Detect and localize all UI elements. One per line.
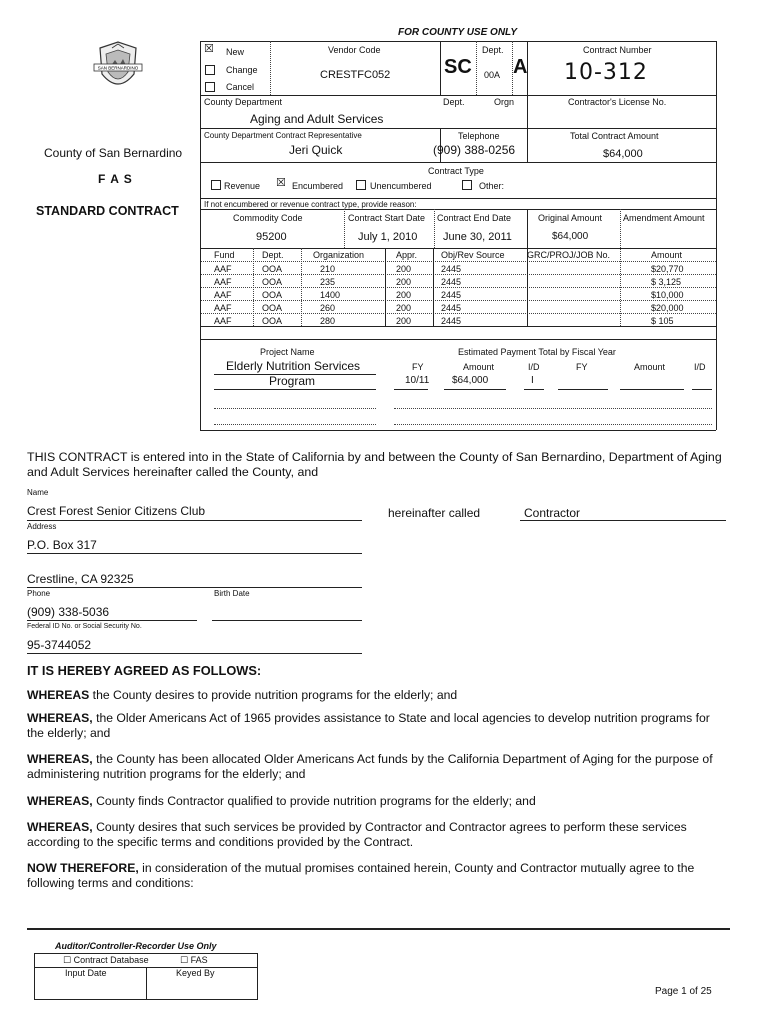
fund-table-cell: 210 bbox=[320, 264, 336, 274]
estimated-label: Estimated Payment Total by Fiscal Year bbox=[458, 347, 616, 357]
federal-id: 95-3744052 bbox=[27, 638, 92, 652]
county-department: Aging and Adult Services bbox=[250, 112, 384, 126]
project-name-line1: Elderly Nutrition Services bbox=[226, 359, 361, 373]
whereas-paragraph-3 bbox=[27, 752, 730, 782]
total-label: Total Contract Amount bbox=[570, 131, 659, 141]
para-lead: WHEREAS, bbox=[27, 752, 93, 766]
footer-rule bbox=[27, 928, 730, 930]
birth-date-label: Birth Date bbox=[214, 589, 250, 598]
contract-type-label: Contract Type bbox=[428, 166, 484, 176]
input-date-label: Input Date bbox=[65, 968, 107, 978]
commodity-code: 95200 bbox=[256, 231, 287, 243]
fund-table-cell: 1400 bbox=[320, 290, 341, 300]
amount-header: Amount bbox=[651, 250, 683, 260]
change-label: Change bbox=[226, 65, 258, 75]
contractor-role: Contractor bbox=[524, 506, 581, 520]
telephone-label: Telephone bbox=[458, 131, 500, 141]
contractor-name: Crest Forest Senior Citizens Club bbox=[27, 504, 206, 518]
fas-checkbox[interactable]: ☐ FAS bbox=[180, 955, 208, 965]
fund-table bbox=[200, 248, 716, 326]
fund-table-cell: OOA bbox=[262, 316, 283, 326]
fund-table-cell: 2445 bbox=[441, 316, 462, 326]
svg-text:SAN BERNARDINO: SAN BERNARDINO bbox=[97, 65, 139, 71]
fund-table-cell: AAF bbox=[214, 290, 232, 300]
dept-code: 00A bbox=[484, 70, 501, 80]
fedid-label: Federal ID No. or Social Security No. bbox=[27, 623, 142, 630]
fund-table-cell: $ 105 bbox=[651, 316, 674, 326]
amount-label-1: Amount bbox=[463, 362, 495, 372]
fund-table-cell: 200 bbox=[396, 264, 412, 274]
fy-value: 10/11 bbox=[405, 375, 430, 386]
para-text: County desires that such services be provided by Contractor and Contractor agrees to perform these services according to the specific terms and conditions provided by the Contract. bbox=[27, 820, 687, 849]
organization-header: Organization bbox=[313, 250, 365, 260]
para-lead: WHEREAS, bbox=[27, 794, 93, 808]
vendor-code: CRESTFC052 bbox=[320, 69, 391, 81]
fund-table-cell: AAF bbox=[214, 316, 232, 326]
fund-table-cell: 2445 bbox=[441, 277, 462, 287]
rep-label: County Department Contract Representative bbox=[204, 131, 362, 140]
form-title: STANDARD CONTRACT bbox=[36, 204, 179, 218]
fund-table-cell: $ 3,125 bbox=[651, 277, 682, 287]
para-text: County finds Contractor qualified to provide nutrition programs for the elderly; and bbox=[92, 794, 536, 808]
intro-paragraph: THIS CONTRACT is entered into in the State of California by and between the County of San Bernardino, Department of Aging and Adult Services hereinafter called the County, and bbox=[27, 450, 722, 479]
reason-label: If not encumbered or revenue contract type, provide reason: bbox=[204, 200, 417, 209]
license-label: Contractor's License No. bbox=[568, 97, 667, 107]
telephone: (909) 388-0256 bbox=[433, 143, 516, 157]
fund-table-cell: 200 bbox=[396, 290, 412, 300]
county-department-label: County Department bbox=[204, 97, 283, 107]
fund-table-cell: 2445 bbox=[441, 303, 462, 313]
rep-name: Jeri Quick bbox=[289, 143, 343, 157]
end-label: Contract End Date bbox=[437, 213, 512, 223]
amount-value: $64,000 bbox=[452, 375, 489, 386]
id-label-2: I/D bbox=[694, 362, 706, 372]
fund-table-cell: $20,770 bbox=[651, 264, 684, 274]
fund-table-cell: OOA bbox=[262, 277, 283, 287]
page-number: Page 1 of 25 bbox=[655, 986, 712, 997]
vendor-code-label: Vendor Code bbox=[328, 45, 381, 55]
project-name-label: Project Name bbox=[260, 347, 315, 357]
whereas-paragraph-4 bbox=[27, 794, 730, 809]
encumbered-checkbox[interactable]: ☒ bbox=[276, 177, 286, 189]
start-date: July 1, 2010 bbox=[358, 231, 418, 243]
id-label-1: I/D bbox=[528, 362, 540, 372]
agreed-heading: IT IS HEREBY AGREED AS FOLLOWS: bbox=[27, 663, 262, 678]
fund-table-cell: OOA bbox=[262, 303, 283, 313]
org-unit: F A S bbox=[98, 172, 133, 186]
unencumbered-label: Unencumbered bbox=[370, 181, 432, 191]
letter-code: A bbox=[513, 56, 528, 78]
fund-table-cell: 200 bbox=[396, 316, 412, 326]
contract-number: 10-312 bbox=[564, 60, 648, 85]
org-name: County of San Bernardino bbox=[44, 146, 183, 160]
amendment-label: Amendment Amount bbox=[623, 213, 705, 223]
address-line1: P.O. Box 317 bbox=[27, 538, 97, 552]
fund-table-cell: OOA bbox=[262, 290, 283, 300]
cancel-checkbox[interactable] bbox=[205, 82, 215, 92]
hereinafter-label: hereinafter called bbox=[388, 506, 481, 520]
fund-table-row bbox=[200, 302, 716, 315]
fund-table-cell: AAF bbox=[214, 303, 232, 313]
fund-table-cell: 200 bbox=[396, 277, 412, 287]
fy-label-1: FY bbox=[412, 362, 424, 372]
fund-table-cell: AAF bbox=[214, 277, 232, 287]
now-therefore-paragraph bbox=[27, 861, 730, 891]
fund-table-cell: 200 bbox=[396, 303, 412, 313]
keyed-by-label: Keyed By bbox=[176, 968, 215, 978]
original-label: Original Amount bbox=[538, 213, 603, 223]
contract-database-checkbox[interactable]: ☐ Contract Database bbox=[63, 955, 149, 965]
original-amount: $64,000 bbox=[552, 231, 589, 242]
auditor-box bbox=[34, 953, 258, 1000]
address-label: Address bbox=[27, 522, 57, 531]
fund-table-row bbox=[200, 263, 716, 276]
county-seal-icon bbox=[88, 40, 148, 98]
revenue-checkbox[interactable] bbox=[211, 180, 221, 190]
para-lead: WHEREAS, bbox=[27, 820, 93, 834]
dept-header: Dept. bbox=[262, 250, 284, 260]
end-date: June 30, 2011 bbox=[443, 231, 512, 243]
fund-table-cell: AAF bbox=[214, 264, 232, 274]
name-label: Name bbox=[27, 488, 49, 497]
fund-table-cell: 235 bbox=[320, 277, 336, 287]
county-use-label: FOR COUNTY USE ONLY bbox=[398, 27, 518, 38]
para-lead: WHEREAS, bbox=[27, 711, 93, 725]
fund-table-row bbox=[200, 315, 716, 328]
total-amount: $64,000 bbox=[603, 148, 643, 160]
new-checkbox[interactable]: ☒ bbox=[204, 43, 214, 55]
id-value: I bbox=[531, 375, 534, 386]
unencumbered-checkbox[interactable] bbox=[356, 180, 366, 190]
sc-code: SC bbox=[444, 56, 472, 78]
para-text: the County has been allocated Older Americans Act funds by the California Department of Aging for the purpose of administering nutrition programs for the elderly; and bbox=[27, 752, 713, 781]
change-checkbox[interactable] bbox=[205, 65, 215, 75]
contractor-phone: (909) 338-5036 bbox=[27, 605, 110, 619]
contract-number-label: Contract Number bbox=[583, 45, 652, 55]
other-checkbox[interactable] bbox=[462, 180, 472, 190]
phone-label: Phone bbox=[27, 589, 51, 598]
fy-label-2: FY bbox=[576, 362, 588, 372]
para-text: the Older Americans Act of 1965 provides assistance to State and local agencies to develop nutrition programs for the elderly; and bbox=[27, 711, 710, 740]
auditor-label: Auditor/Controller-Recorder Use Only bbox=[55, 941, 217, 951]
fund-table-cell: 2445 bbox=[441, 264, 462, 274]
dept-short-label: Dept. bbox=[443, 97, 465, 107]
whereas-paragraph-5 bbox=[27, 820, 730, 850]
appr-header: Appr. bbox=[396, 250, 418, 260]
fund-table-row bbox=[200, 276, 716, 289]
start-label: Contract Start Date bbox=[348, 213, 426, 223]
address-line2: Crestline, CA 92325 bbox=[27, 572, 134, 586]
fund-table-cell: 2445 bbox=[441, 290, 462, 300]
whereas-paragraph-1 bbox=[27, 688, 730, 703]
fund-table-cell: 260 bbox=[320, 303, 336, 313]
fund-header: Fund bbox=[214, 250, 235, 260]
orgn-label: Orgn bbox=[494, 97, 515, 107]
encumbered-label: Encumbered bbox=[292, 181, 344, 191]
amount-label-2: Amount bbox=[634, 362, 666, 372]
new-label: New bbox=[226, 47, 245, 57]
fund-table-cell: 280 bbox=[320, 316, 336, 326]
fund-table-row bbox=[200, 289, 716, 302]
objrev-header: Obj/Rev Source bbox=[441, 250, 505, 260]
revenue-label: Revenue bbox=[224, 181, 261, 191]
whereas-paragraph-2 bbox=[27, 711, 730, 741]
fund-table-cell: $20,000 bbox=[651, 303, 684, 313]
fund-table-cell: OOA bbox=[262, 264, 283, 274]
para-text: in consideration of the mutual promises contained herein, County and Contractor mutually agree to the following terms and conditions: bbox=[27, 861, 695, 890]
grc-header: GRC/PROJ/JOB No. bbox=[527, 250, 611, 260]
fund-table-cell: $10,000 bbox=[651, 290, 684, 300]
para-lead: NOW THEREFORE, bbox=[27, 861, 139, 875]
para-lead: WHEREAS bbox=[27, 688, 90, 702]
dept-label: Dept. bbox=[482, 45, 504, 55]
other-label: Other: bbox=[479, 181, 505, 191]
cancel-label: Cancel bbox=[226, 82, 255, 92]
para-text: the County desires to provide nutrition programs for the elderly; and bbox=[89, 688, 458, 702]
commodity-label: Commodity Code bbox=[233, 213, 303, 223]
project-name-line2: Program bbox=[269, 374, 316, 388]
